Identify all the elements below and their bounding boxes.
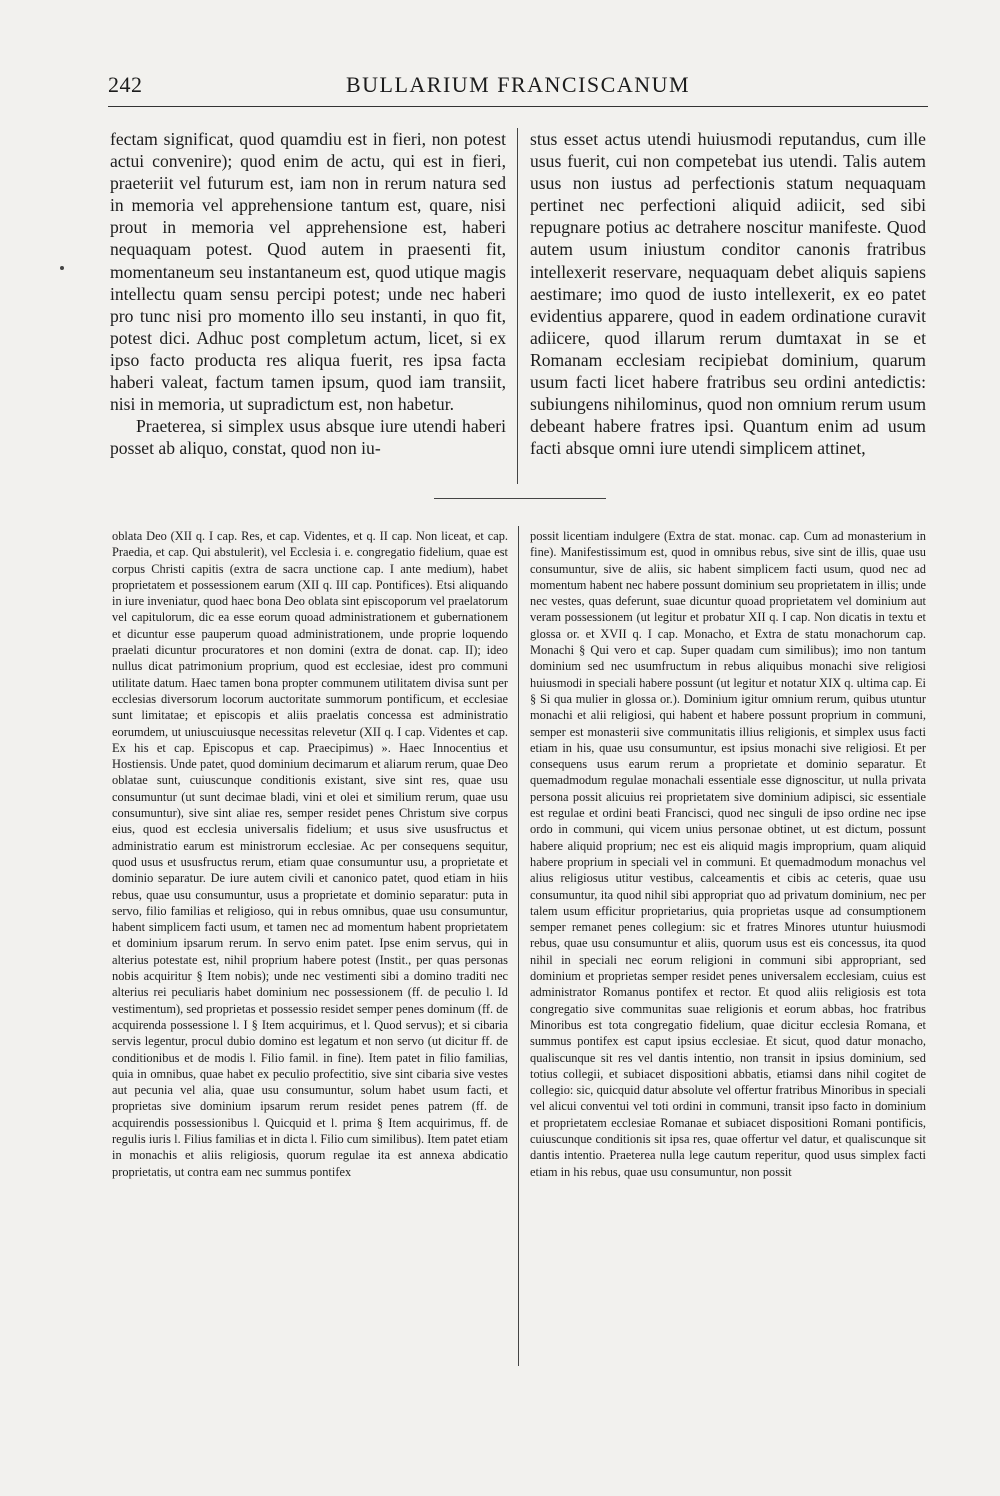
footnote-separator-rule (434, 498, 606, 499)
main-text-left-column (110, 128, 506, 459)
notes-column-divider (518, 526, 519, 1366)
main-paragraph: Praeterea, si simplex usus absque iure utendi haberi posset ab aliquo, constat, quod non iu- (110, 416, 506, 459)
page-number: 242 (108, 72, 143, 97)
main-text-right-column (530, 128, 926, 459)
notes-left-column (112, 528, 508, 1180)
page-header (108, 72, 928, 106)
running-title: BULLARIUM FRANCISCANUM (345, 72, 691, 97)
margin-mark (60, 266, 64, 270)
main-paragraph: stus esset actus utendi huiusmodi reputandus, cum ille usus fuerit, cui non competebat ius utendi. Talis autem usus non iustus ad perfectionis statum nequaquam pertinet nec perfectioni aliquid adiicit, sed sibi repugnare potius ac detrahere noscitur manifeste. Quod autem usum iniustum conditor canonis fratribus intellexerit reservare, nequaquam debet aliquis sapiens aestimare; imo quod de iusto intellexerit, ex eo patet evidentius apparere, quod in eadem ordinatione curavit adiicere, quod illarum rerum dumtaxat in se et Romanam ecclesiam recipiebat dominium, quarum usum facti licet habere fratribus seu ordini antedictis: subiungens nihilominus, quod non omnium rerum usum debeant habere fratres ipsi. Quantum enim ad usum facti absque omni iure utendi simplicem attinet, (530, 129, 926, 459)
column-divider (517, 128, 518, 484)
notes-right-column (530, 528, 926, 1180)
note-paragraph: oblata Deo (XII q. I cap. Res, et cap. Videntes, et q. II cap. Non liceat, et cap. Praedia, et cap. Qui abstulerit), vel Ecclesia i. e. congregatio fidelium, quae est corpus Christi capitis (extra de sacra unctione cap. I ante medium), habet proprietatem et possessionem earum (XII q. III cap. Pontifices). Etsi aliquando in iure inveniatur, quod haec bona Deo oblata sint episcoporum vel praelatorum vel capitulorum, dic ea esse eorum quoad administrationem et gubernationem et dicuntur esse pauperum quoad administrationem, unde proprie loquendo praelati dicuntur procuratores et non domini (extra de donat. cap. II); ideo nullus dicat patrimonium proprium, quod est ecclesiae, idest pro communi utilitate datum. Haec tamen bona propter communem utilitatem divisa sunt per ecclesias diversorum locorum auctoritate summorum pontificum, et ecclesiae sunt limitatae; et episcopis et aliis praelatis concessa est administratio eorumdem, ut uniuscuiusque necessitas relevetur (XII q. I cap. Videntes et cap. Ex his et cap. Episcopus et cap. Praecipimus) ». Haec Innocentius et Hostiensis. Unde patet, quod dominium decimarum et aliarum rerum, quae Deo oblatae sunt, cuiuscunque conditionis existant, sive sint res, quae usu consumuntur (ut sunt decimae bladi, vini et olei et similium rerum, quae usu consumuntur), sive sint aliae res, semper residet penes Christum sive corpus eius, quod est ecclesia universalis fidelium; et usus sive ususfructus et administratio earum est ministrorum ecclesiae. Ac per consequens sequitur, quod usus et ususfructus rerum, etiam quae consumuntur usu, a proprietate et dominio separatur. De iure autem civili et canonico patet, quod etiam in hiis rebus, quae usu consumuntur, usus a proprietate et dominio separatur: puta in servo, filio familias et religioso, qui in rebus omnibus, quae usu consumuntur, habent simplicem facti usum, et tamen nec ad momentum habent proprietatem et dominium ipsarum rerum. In servo enim patet. Ipse enim servus, qui in alterius potestate est, nihil proprium habere potest (Instit., per quas personas nobis acquiritur § Item nobis); unde nec vestimenti sibi a domino traditi nec alterius rei peculiaris habet dominium nec possessionem (ff. de peculio l. Id vestimentum), sed proprietas et possessio residet semper penes dominum (ff. de acquirenda possessione l. I § Item acquirimus, et l. Quod servus); et si cibaria servis legentur, procul dubio domino est legatum et non servo (ut dicitur ff. de conditionibus et de modis l. Filio famil. in fine). Item patet in filio familias, quia in omnibus, quae habet ex peculio profectitio, sive sint cibaria sive vestes aut pecunia vel alia, quae usu consumuntur, solum habet usum facti, et proprietas sive dominium ipsarum rerum residet penes patrem (ff. de acquirendis possessionibus l. Quicquid et l. prima § Item acquirimus, ff. de regulis iuris l. Filius familias et in dicta l. Filio cum similibus). Item patet etiam in monachis et aliis religiosis, quorum regulae ita est annexa abdicatio proprietatis, ut contra eam nec summus pontifex (112, 529, 508, 1179)
main-paragraph: fectam significat, quod quamdiu est in fieri, non potest actui convenire); quod enim de actu, qui est in fieri, praeteriit vel futurum est, iam non in rerum natura sed in memoria vel apprehensione tantum est, quare, nisi prout in memoria vel apprehensione est, haberi nequaquam potest. Quod autem in praesenti fit, momentaneum seu instantaneum est, quod utique magis intellectu quam sensu percipi potest; unde nec haberi pro tunc nisi pro momento illo seu instanti, in quo fit, potest dici. Adhuc post completum actum, licet, si ex ipso facto producta res aliqua fuerit, res ipsa facta haberi valeat, factum tamen ipsum, quod iam transiit, nisi in memoria, ut supradictum est, non habetur. (110, 129, 506, 415)
header-rule (108, 106, 928, 107)
note-paragraph: possit licentiam indulgere (Extra de stat. monac. cap. Cum ad monasterium in fine). Manifestissimum est, quod in omnibus rebus, sive sint de illis, quae usu consumuntur, sive de aliis, sic habent simplicem facti usum, quod nec ad momentum habent nec habere possunt dominium seu proprietatem in illis; unde nec vestes, quas deferunt, suae dicuntur quoad proprietatem vel dominium aut veram possessionem (ut legitur et probatur XII q. I cap. Non dicatis in textu et glossa or. et XVII q. I cap. Monacho, et Extra de statu monachorum cap. Monachi § Qui vero et cap. Super quadam cum similibus); imo non tantum dominium sed nec usumfructum in rebus aliquibus monachi sive religiosi huiusmodi in speciali habere possunt (ut legitur et notatur XIX q. ultima cap. Ei § Si qua mulier in glossa or.). Dominium igitur omnium rerum, quibus utuntur monachi et alii religiosi, qui habent et habere possunt proprium in communi, semper est monasterii sive communitatis illius religionis, et simplex usus facti etiam in his, quae usu consumuntur, est ipsius monachi sive religiosi. Et per consequens usus earum rerum a proprietate et dominio separatur. Et quemadmodum regulae monachali essentiale esse dignoscitur, ut nulla privata persona possit alicuius rei proprietatem sive dominium adipisci, sic essentiale est regulae et ordini beati Francisci, quod nec singuli de ipso ordine nec ipse ordo in communi, qui vicem unius personae obtinet, ut est dictum, possunt habere aliquid proprium; nec est eis aliquid magis improprium, quam aliquid habere proprium in speciali vel in communi. Et quemadmodum monachus vel alius religiosus utitur vestibus, calceamentis et cibis ac ceteris, quae usu consumuntur, ita quod nihil sibi appropriat quo ad privatum dominium, nec per talem usum efficitur proprietarius, quia proprietas usque ad consumptionem semper remanet penes collegium: sic et fratres Minores utuntur huiusmodi rebus, quae usu consumuntur et aliis, quorum usus est eis concessus, ita quod nihil in speciali nec eorum religioni in communi sibi appropriant, sed dominium et proprietas semper residet penes universalem ecclesiam, cuius est administrator Romanus pontifex et rector. Et quod aliis religiosis est tota congregatio sive communitas suae religionis et eorum abbas, hoc fratribus Minoribus est tota congregatio fidelium, quae dicitur ecclesia Romana, et summus pontifex est caput ipsius ecclesiae. Et sicut, quod datur monacho, qualiscunque sit res vel dantis intentio, non transit in ipsius dominium, sed totius collegii, et subiacet dispositioni abbatis, etiamsi dans nihil cogitet de collegio: sic, quicquid datur absolute vel offertur fratribus Minoribus in speciali vel alicui conventui vel toti ordini in communi, transit ipso facto in dominium et proprietatem ecclesiae Romanae et subiacet dispositioni Romani pontificis, cuiuscunque conditionis sit ipsa res, quae offertur vel datur, et qualiscunque sit dantis intentio. Praeterea nulla lege cautum reperitur, quod usus simplex facti etiam in his rebus, quae usu consumuntur, non possit (530, 529, 926, 1179)
